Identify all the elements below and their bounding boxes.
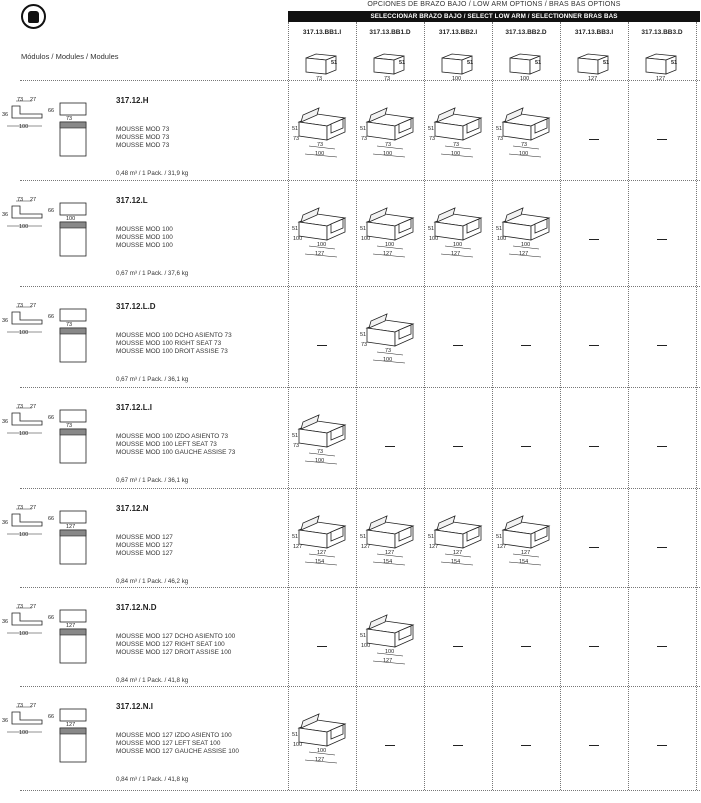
arm-piece-icon [438, 48, 478, 82]
column-code: 317.13.BB3.I [574, 29, 614, 36]
module-description [116, 126, 169, 150]
sofa-module-drawing [291, 708, 353, 770]
svg-text:27: 27 [30, 303, 37, 309]
svg-text:100: 100 [315, 151, 325, 157]
description-line: MOUSSE MOD 127 RIGHT SEAT 100 [116, 641, 225, 648]
empty-option-dash [453, 745, 463, 746]
svg-text:51: 51 [360, 633, 367, 639]
leather-icon [28, 11, 39, 23]
svg-text:51: 51 [428, 534, 435, 540]
sofa-module-drawing [291, 409, 353, 471]
module-description [116, 534, 173, 558]
sofa-module-drawing [359, 510, 421, 572]
svg-text:127: 127 [361, 544, 371, 550]
select-arm-bar: SELECCIONAR BRAZO BAJO / SELECT LOW ARM / SELECTIONNER BRAS BAS [288, 11, 700, 22]
row-divider [20, 180, 700, 181]
svg-text:51: 51 [428, 126, 435, 132]
svg-text:51: 51 [603, 60, 610, 66]
svg-text:100: 100 [317, 748, 327, 754]
svg-text:73: 73 [17, 404, 24, 410]
sofa-module-drawing [359, 102, 421, 164]
svg-text:73: 73 [17, 197, 24, 203]
svg-text:36: 36 [2, 520, 9, 526]
svg-text:100: 100 [19, 431, 29, 437]
column-code: 317.13.BB2.D [505, 29, 547, 36]
svg-text:73: 73 [361, 136, 368, 142]
empty-option-dash [657, 646, 667, 647]
svg-text:100: 100 [19, 532, 29, 538]
svg-text:66: 66 [48, 108, 55, 114]
svg-text:51: 51 [496, 126, 503, 132]
svg-text:66: 66 [48, 516, 55, 522]
module-code: 317.12.N.I [116, 702, 153, 711]
svg-text:51: 51 [496, 226, 503, 232]
svg-text:51: 51 [360, 332, 367, 338]
empty-option-dash [521, 345, 531, 346]
svg-text:51: 51 [496, 534, 503, 540]
empty-option-dash [453, 345, 463, 346]
svg-text:100: 100 [521, 242, 531, 248]
empty-option-dash [385, 446, 395, 447]
modules-label: Módulos / Modules / Modules [21, 52, 119, 61]
module-code: 317.12.N.D [116, 603, 157, 612]
module-description [116, 332, 232, 356]
empty-option-dash [521, 745, 531, 746]
module-plan-drawing [2, 198, 94, 278]
svg-text:127: 127 [519, 251, 529, 257]
svg-text:73: 73 [521, 142, 528, 148]
column-divider [492, 22, 493, 790]
svg-text:100: 100 [519, 151, 529, 157]
module-pack-info: 0,67 m³ / 1 Pack. / 36,1 kg [116, 477, 189, 484]
arm-piece-icon [506, 48, 546, 82]
svg-text:100: 100 [293, 236, 303, 242]
row-divider [20, 790, 700, 791]
svg-text:127: 127 [293, 544, 303, 550]
svg-text:127: 127 [315, 251, 325, 257]
svg-text:51: 51 [671, 60, 678, 66]
svg-text:100: 100 [383, 357, 393, 363]
description-line: MOUSSE MOD 127 DROIT ASSISE 100 [116, 649, 232, 656]
svg-text:51: 51 [467, 60, 474, 66]
description-line: MOUSSE MOD 127 [116, 550, 173, 557]
svg-text:36: 36 [2, 419, 9, 425]
sofa-module-drawing [427, 202, 489, 264]
row-divider [20, 387, 700, 388]
svg-text:100: 100 [385, 649, 395, 655]
description-line: MOUSSE MOD 100 DCHO ASIENTO 73 [116, 332, 232, 339]
module-pack-info: 0,48 m³ / 1 Pack. / 31,9 kg [116, 170, 189, 177]
column-code: 317.13.BB1.I [302, 29, 342, 36]
row-divider [20, 686, 700, 687]
module-description [116, 433, 235, 457]
description-line: MOUSSE MOD 127 [116, 542, 173, 549]
description-line: MOUSSE MOD 73 [116, 142, 170, 149]
empty-option-dash [589, 446, 599, 447]
column-code: 317.13.BB1.D [369, 29, 411, 36]
row-divider [20, 488, 700, 489]
svg-text:36: 36 [2, 112, 9, 118]
svg-text:73: 73 [429, 136, 436, 142]
arm-piece-icon [642, 48, 682, 82]
svg-text:73: 73 [384, 76, 391, 82]
empty-option-dash [521, 446, 531, 447]
column-code: 317.13.BB3.D [641, 29, 683, 36]
sofa-module-drawing [359, 609, 421, 671]
arm-piece-icon [302, 48, 342, 82]
description-line: MOUSSE MOD 100 [116, 234, 173, 241]
svg-text:73: 73 [317, 142, 324, 148]
module-plan-drawing [2, 506, 94, 586]
svg-text:51: 51 [360, 126, 367, 132]
sofa-module-drawing [427, 102, 489, 164]
arm-piece-icon [370, 48, 410, 82]
sofa-module-drawing [291, 202, 353, 264]
svg-text:127: 127 [66, 722, 76, 728]
svg-text:100: 100 [66, 216, 76, 222]
svg-text:127: 127 [66, 524, 76, 530]
description-line: MOUSSE MOD 100 LEFT SEAT 73 [116, 441, 217, 448]
svg-text:27: 27 [30, 97, 37, 103]
svg-text:100: 100 [451, 151, 461, 157]
empty-option-dash [589, 646, 599, 647]
module-description [116, 732, 239, 756]
svg-text:73: 73 [17, 703, 24, 709]
svg-text:127: 127 [66, 623, 76, 629]
svg-text:51: 51 [360, 534, 367, 540]
empty-option-dash [589, 547, 599, 548]
column-code: 317.13.BB2.I [438, 29, 478, 36]
svg-text:100: 100 [19, 631, 29, 637]
svg-text:73: 73 [293, 136, 300, 142]
svg-text:127: 127 [383, 251, 393, 257]
module-plan-drawing [2, 704, 94, 784]
empty-option-dash [657, 745, 667, 746]
module-code: 317.12.L [116, 196, 148, 205]
svg-text:51: 51 [331, 60, 338, 66]
module-pack-info: 0,67 m³ / 1 Pack. / 37,6 kg [116, 270, 189, 277]
svg-text:51: 51 [292, 732, 299, 738]
svg-text:127: 127 [656, 76, 666, 82]
column-divider [424, 22, 425, 790]
description-line: MOUSSE MOD 100 RIGHT SEAT 73 [116, 340, 222, 347]
sofa-module-drawing [359, 202, 421, 264]
svg-text:66: 66 [48, 314, 55, 320]
description-line: MOUSSE MOD 100 [116, 242, 173, 249]
module-pack-info: 0,67 m³ / 1 Pack. / 36,1 kg [116, 376, 189, 383]
svg-text:73: 73 [293, 443, 300, 449]
svg-text:73: 73 [66, 423, 73, 429]
svg-text:66: 66 [48, 714, 55, 720]
svg-text:100: 100 [385, 242, 395, 248]
svg-text:100: 100 [317, 242, 327, 248]
svg-text:100: 100 [452, 76, 462, 82]
svg-text:127: 127 [317, 550, 327, 556]
sofa-module-drawing [427, 510, 489, 572]
svg-text:127: 127 [429, 544, 439, 550]
empty-option-dash [657, 345, 667, 346]
svg-text:66: 66 [48, 615, 55, 621]
svg-text:51: 51 [292, 534, 299, 540]
svg-text:51: 51 [535, 60, 542, 66]
svg-text:73: 73 [385, 348, 392, 354]
options-caption: OPCIONES DE BRAZO BAJO / LOW ARM OPTIONS / BRAS BAS OPTIONS [367, 1, 621, 8]
arm-piece-icon [574, 48, 614, 82]
svg-text:51: 51 [360, 226, 367, 232]
sofa-module-drawing [495, 510, 557, 572]
svg-text:73: 73 [66, 322, 73, 328]
svg-text:154: 154 [519, 559, 529, 565]
module-plan-drawing [2, 98, 94, 178]
module-pack-info: 0,84 m³ / 1 Pack. / 41,8 kg [116, 677, 189, 684]
svg-text:127: 127 [315, 757, 325, 763]
module-description [116, 226, 173, 250]
svg-text:100: 100 [497, 236, 507, 242]
description-line: MOUSSE MOD 73 [116, 126, 170, 133]
description-line: MOUSSE MOD 100 IZDO ASIENTO 73 [116, 433, 229, 440]
svg-text:66: 66 [48, 415, 55, 421]
column-divider [356, 22, 357, 790]
column-divider [288, 22, 289, 790]
empty-option-dash [453, 446, 463, 447]
description-line: MOUSSE MOD 100 [116, 226, 173, 233]
svg-text:66: 66 [48, 208, 55, 214]
empty-option-dash [589, 745, 599, 746]
svg-text:36: 36 [2, 318, 9, 324]
module-pack-info: 0,84 m³ / 1 Pack. / 46,2 kg [116, 578, 189, 585]
description-line: MOUSSE MOD 127 [116, 534, 173, 541]
svg-text:73: 73 [497, 136, 504, 142]
description-line: MOUSSE MOD 73 [116, 134, 170, 141]
empty-option-dash [385, 745, 395, 746]
row-divider [20, 587, 700, 588]
svg-text:100: 100 [361, 236, 371, 242]
description-line: MOUSSE MOD 127 DCHO ASIENTO 100 [116, 633, 236, 640]
svg-text:100: 100 [361, 643, 371, 649]
brand-logo [21, 4, 46, 29]
svg-text:100: 100 [19, 730, 29, 736]
empty-option-dash [657, 446, 667, 447]
svg-text:51: 51 [292, 126, 299, 132]
svg-text:51: 51 [428, 226, 435, 232]
empty-option-dash [317, 646, 327, 647]
svg-text:127: 127 [385, 550, 395, 556]
svg-text:73: 73 [17, 97, 24, 103]
svg-text:27: 27 [30, 604, 37, 610]
svg-text:100: 100 [315, 458, 325, 464]
svg-text:73: 73 [453, 142, 460, 148]
svg-text:73: 73 [17, 303, 24, 309]
svg-text:73: 73 [361, 342, 368, 348]
empty-option-dash [657, 139, 667, 140]
svg-text:127: 127 [588, 76, 598, 82]
svg-text:100: 100 [520, 76, 530, 82]
svg-text:27: 27 [30, 505, 37, 511]
svg-text:51: 51 [292, 433, 299, 439]
module-pack-info: 0,84 m³ / 1 Pack. / 41,8 kg [116, 776, 189, 783]
svg-text:127: 127 [383, 658, 393, 664]
empty-option-dash [657, 239, 667, 240]
description-line: MOUSSE MOD 127 LEFT SEAT 100 [116, 740, 221, 747]
svg-text:73: 73 [17, 604, 24, 610]
module-description [116, 633, 235, 657]
svg-text:100: 100 [293, 742, 303, 748]
sofa-module-drawing [291, 510, 353, 572]
empty-option-dash [589, 139, 599, 140]
svg-text:100: 100 [19, 224, 29, 230]
empty-option-dash [657, 547, 667, 548]
svg-text:154: 154 [383, 559, 393, 565]
empty-option-dash [589, 345, 599, 346]
sofa-module-drawing [495, 202, 557, 264]
svg-text:127: 127 [451, 251, 461, 257]
svg-text:127: 127 [453, 550, 463, 556]
svg-text:27: 27 [30, 197, 37, 203]
description-line: MOUSSE MOD 100 GAUCHE ASSISE 73 [116, 449, 236, 456]
module-code: 317.12.L.D [116, 302, 156, 311]
svg-text:36: 36 [2, 212, 9, 218]
svg-text:73: 73 [66, 116, 73, 122]
svg-text:73: 73 [385, 142, 392, 148]
empty-option-dash [317, 345, 327, 346]
empty-option-dash [589, 239, 599, 240]
svg-text:127: 127 [521, 550, 531, 556]
svg-text:36: 36 [2, 619, 9, 625]
svg-text:51: 51 [292, 226, 299, 232]
svg-text:100: 100 [383, 151, 393, 157]
row-divider [20, 286, 700, 287]
svg-text:154: 154 [315, 559, 325, 565]
module-plan-drawing [2, 605, 94, 685]
svg-text:73: 73 [316, 76, 323, 82]
module-plan-drawing [2, 405, 94, 485]
svg-text:36: 36 [2, 718, 9, 724]
svg-text:100: 100 [19, 330, 29, 336]
svg-text:27: 27 [30, 404, 37, 410]
module-code: 317.12.L.I [116, 403, 153, 412]
column-divider [628, 22, 629, 790]
module-code: 317.12.H [116, 96, 149, 105]
description-line: MOUSSE MOD 100 DROIT ASSISE 73 [116, 348, 228, 355]
empty-option-dash [521, 646, 531, 647]
description-line: MOUSSE MOD 127 IZDO ASIENTO 100 [116, 732, 232, 739]
column-divider [696, 22, 697, 790]
sofa-module-drawing [495, 102, 557, 164]
svg-text:51: 51 [399, 60, 406, 66]
svg-text:127: 127 [497, 544, 507, 550]
svg-text:27: 27 [30, 703, 37, 709]
empty-option-dash [453, 646, 463, 647]
svg-text:154: 154 [451, 559, 461, 565]
description-line: MOUSSE MOD 127 GAUCHE ASSISE 100 [116, 748, 239, 755]
svg-text:73: 73 [317, 449, 324, 455]
svg-text:100: 100 [453, 242, 463, 248]
svg-text:100: 100 [19, 124, 29, 130]
module-plan-drawing [2, 304, 94, 384]
module-code: 317.12.N [116, 504, 149, 513]
column-divider [560, 22, 561, 790]
sofa-module-drawing [291, 102, 353, 164]
sofa-module-drawing [359, 308, 421, 370]
svg-text:100: 100 [429, 236, 439, 242]
svg-text:73: 73 [17, 505, 24, 511]
